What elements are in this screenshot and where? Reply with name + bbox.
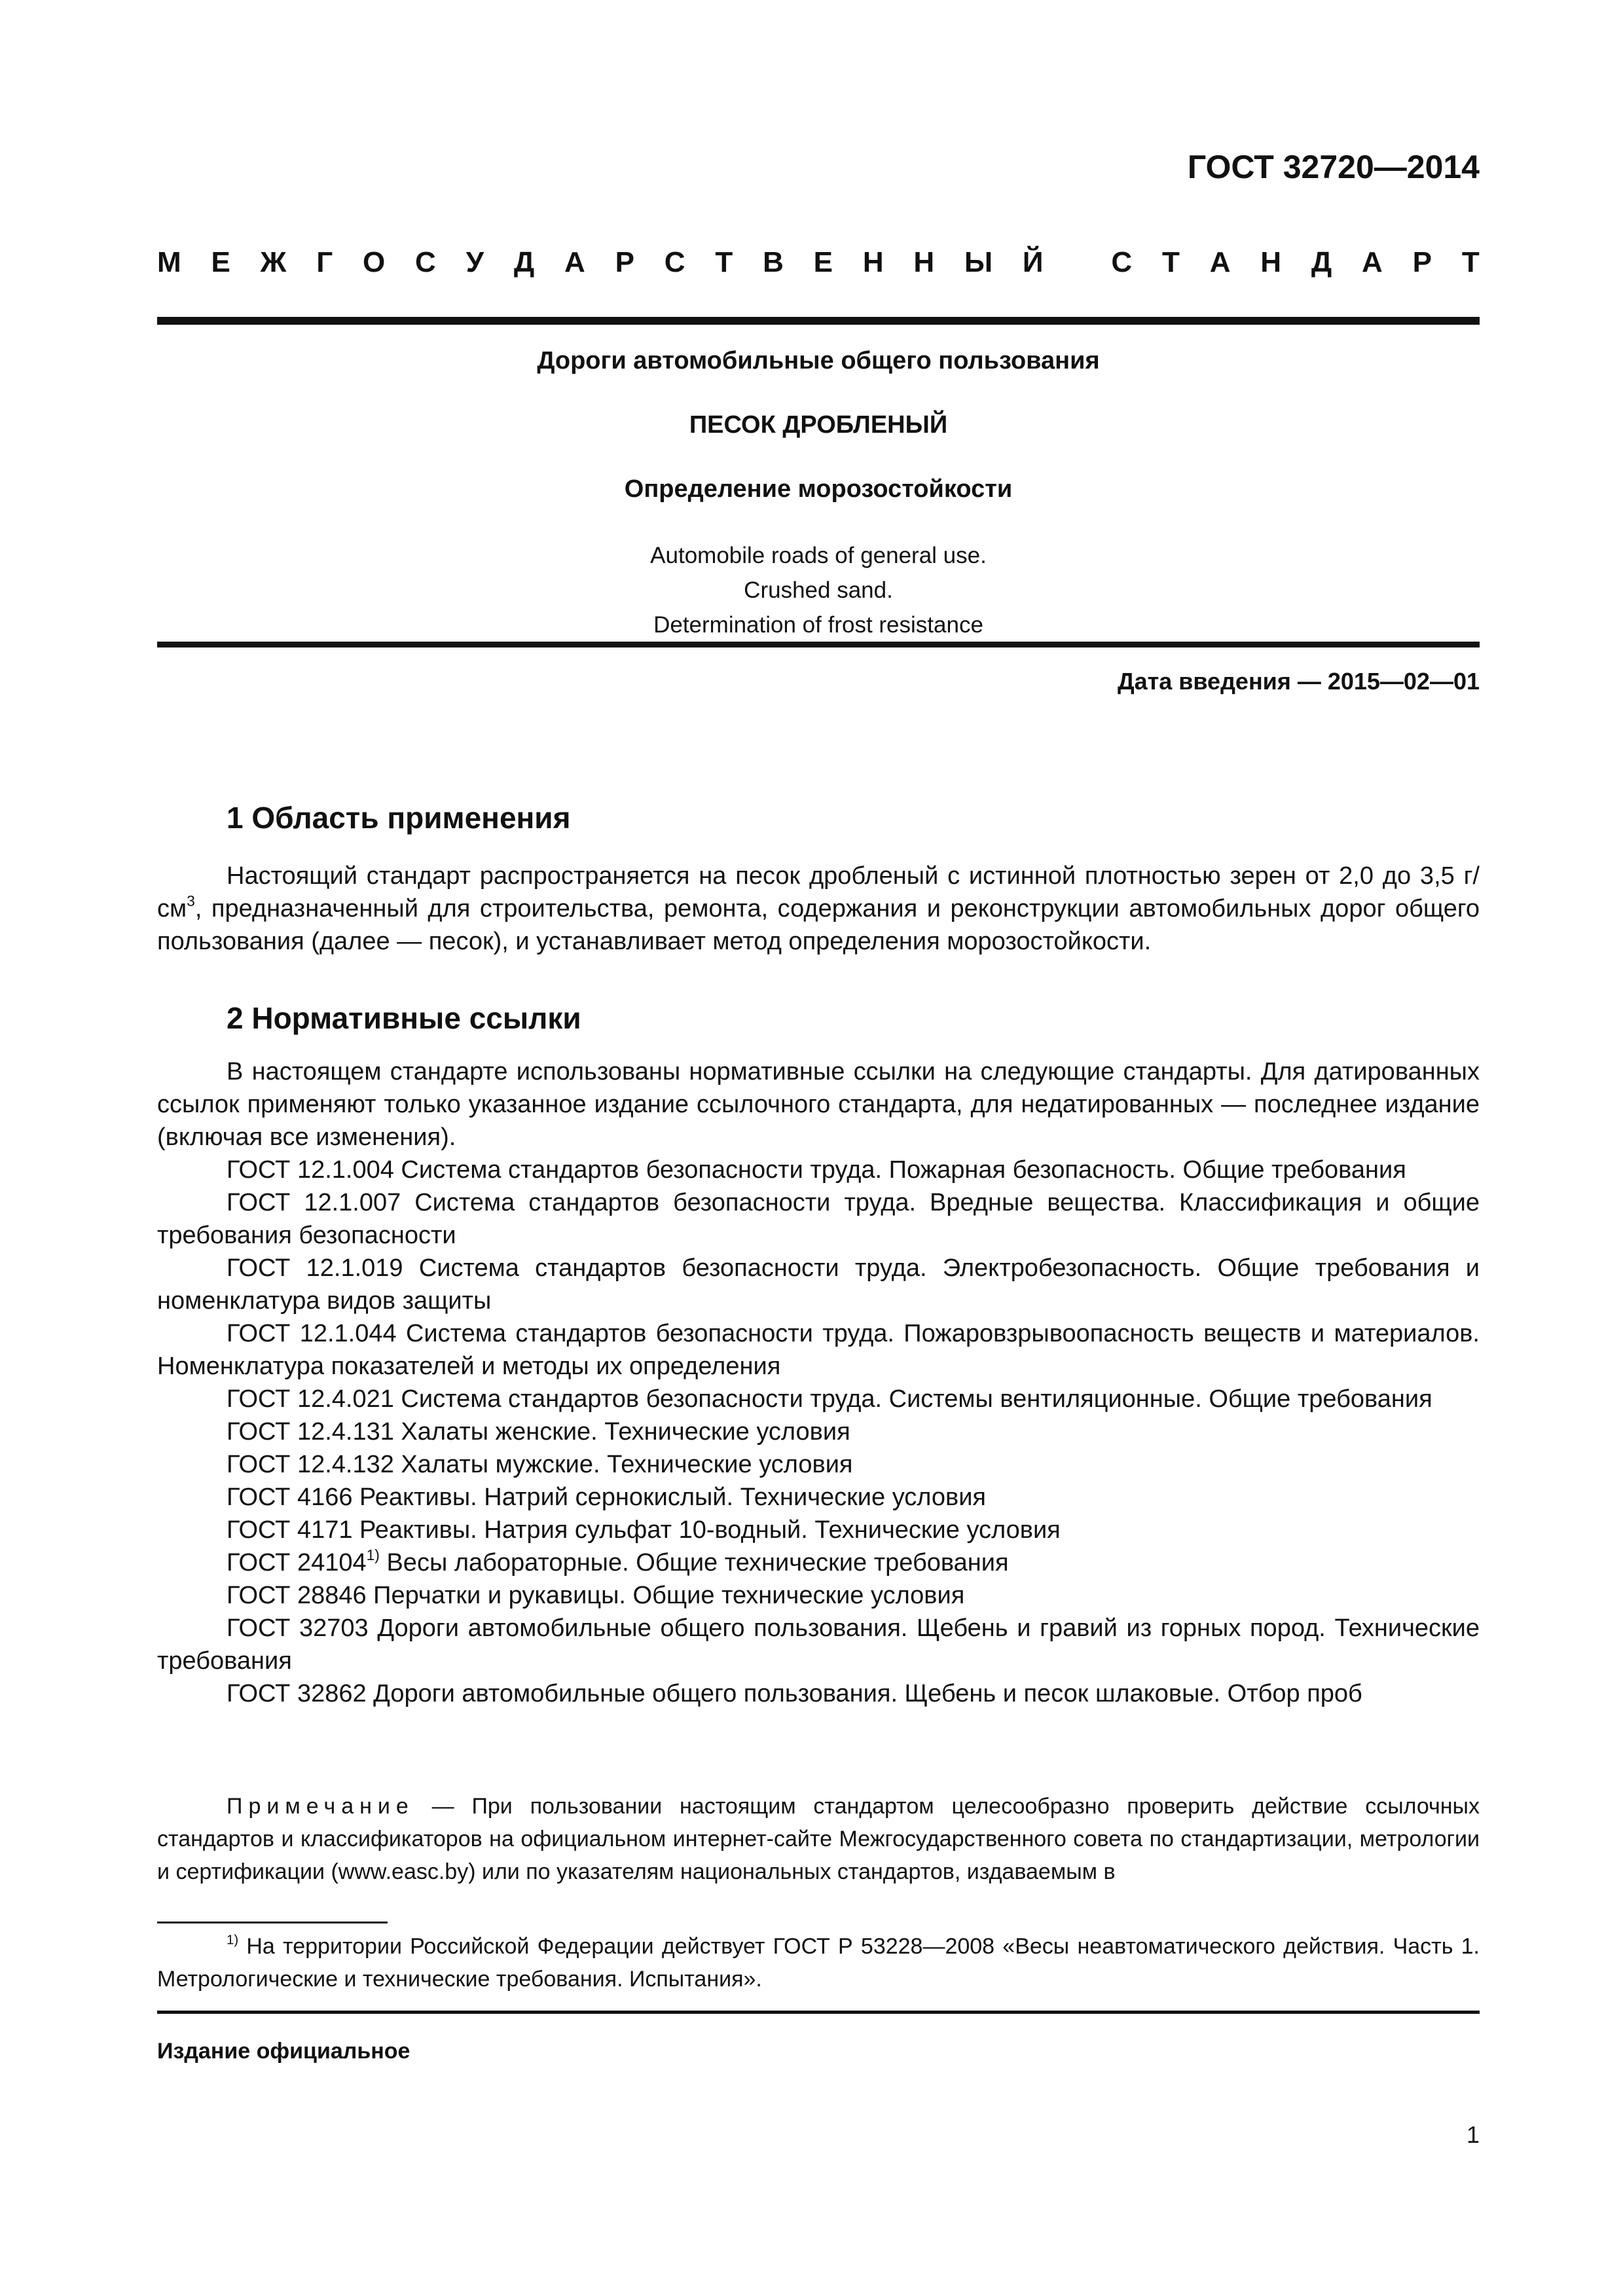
- heading-letter: Е: [211, 246, 230, 278]
- reference-item: ГОСТ 28846 Перчатки и рукавицы. Общие технические условия: [227, 1582, 965, 1609]
- english-title-line: Automobile roads of general use.: [650, 543, 987, 568]
- reference-item: ГОСТ 12.4.131 Халаты женские. Технические условия: [227, 1418, 850, 1446]
- reference-item: ГОСТ 12.1.044 Система стандартов безопасности труда. Пожаровзрывоопасность веществ и материалов. Номенклатура показателей и методы их определения: [157, 1320, 1480, 1380]
- references-intro: В настоящем стандарте использованы нормативные ссылки на следующие стандарты. Для датированных ссылок применяют только указанное издание ссылочного стандарта, для недатированных — последнее издание (включая все изменения).: [157, 1058, 1480, 1151]
- heading-letter: У: [465, 246, 484, 278]
- heading-letter: А: [564, 246, 585, 278]
- english-title-line: Crushed sand.: [744, 577, 893, 603]
- heading-letter: Ы: [964, 246, 993, 278]
- footer-rule: [157, 2011, 1480, 2014]
- section-2-heading: 2 Нормативные ссылки: [227, 1001, 581, 1035]
- english-title: [157, 538, 1480, 642]
- heading-letter: С: [1111, 246, 1133, 278]
- title-roads: Дороги автомобильные общего пользования: [537, 347, 1100, 374]
- heading-letter: А: [1362, 246, 1383, 278]
- section-1-body: [157, 860, 1480, 958]
- interstate-standard-heading: [157, 246, 1480, 285]
- footnote-mark: 1): [227, 1933, 239, 1948]
- footnote-mark: 1): [366, 1546, 380, 1564]
- reference-item: ГОСТ 32703 Дороги автомобильные общего пользования. Щебень и гравий из горных пород. Технические требования: [157, 1614, 1480, 1675]
- heading-letter: Н: [862, 246, 884, 278]
- heading-letter: А: [1209, 246, 1231, 278]
- heading-letter: Н: [913, 246, 935, 278]
- heading-letter: С: [415, 246, 436, 278]
- heading-letter: Г: [316, 246, 333, 278]
- heading-letter: Р: [1412, 246, 1432, 278]
- footnote: [157, 1930, 1480, 1995]
- heading-letter: Т: [715, 246, 733, 278]
- section-1-heading: 1 Область применения: [227, 801, 571, 835]
- scope-paragraph: Настоящий стандарт распространяется на песок дробленый с истинной плотностью зерен от 2,0 до 3,5 $г/см^3$, предназначенный для строительства, ремонта, содержания и реконструкции автомобильных дорог общего пользования (далее — песок), и устанавливает метод определения морозостойкости.: [157, 862, 1480, 955]
- heading-letter: Д: [1311, 246, 1332, 278]
- heading-letter: Ж: [260, 246, 287, 278]
- heading-letter: Р: [615, 246, 634, 278]
- introduction-date: Дата введения — 2015—02—01: [1117, 668, 1480, 695]
- title-bottom-rule: [157, 642, 1480, 647]
- heading-letter: В: [763, 246, 784, 278]
- heading-letter: Д: [513, 246, 535, 278]
- heading-letter: Т: [1461, 246, 1480, 278]
- heading-letter: Н: [1260, 246, 1282, 278]
- reference-item: ГОСТ 4171 Реактивы. Натрия сульфат 10-водный. Технические условия: [227, 1516, 1061, 1544]
- heading-letter: Й: [1022, 246, 1044, 278]
- heading-letter: Е: [813, 246, 833, 278]
- top-rule: [157, 317, 1480, 325]
- section-2-body: [157, 1055, 1480, 1710]
- reference-item: ГОСТ 24104$^{1)}$ Весы лабораторные. Общие технические требования: [227, 1546, 1009, 1576]
- reference-item: ГОСТ 12.4.021 Система стандартов безопасности труда. Системы вентиляционные. Общие требования: [227, 1385, 1432, 1413]
- gost-number: ГОСТ 32720—2014: [1187, 149, 1480, 185]
- reference-item: ГОСТ 4166 Реактивы. Натрий сернокислый. Технические условия: [227, 1484, 987, 1511]
- edition-label: Издание официальное: [157, 2039, 410, 2064]
- note: [157, 1790, 1480, 1888]
- heading-letter: О: [363, 246, 386, 278]
- footnote-separator: [157, 1922, 388, 1923]
- reference-item: ГОСТ 12.1.007 Система стандартов безопасности труда. Вредные вещества. Классификация и общие требования безопасности: [157, 1189, 1480, 1249]
- reference-item: ГОСТ 32862 Дороги автомобильные общего пользования. Щебень и песок шлаковые. Отбор проб: [227, 1680, 1362, 1707]
- english-title-line: Determination of frost resistance: [653, 612, 983, 638]
- note-paragraph: Примечание — При пользовании настоящим стандартом целесообразно проверить действие ссылочных стандартов и классификаторов на официальном интернет-сайте Межгосударственного совета по стандартизации, метрологии и сертификации (www.easc.by) или по указателям национальных стандартов, издаваемым в: [157, 1794, 1480, 1884]
- heading-letter: С: [664, 246, 685, 278]
- page-number: 1: [1466, 2121, 1480, 2148]
- footnote-paragraph: $^{1)}$ На территории Российской Федерации действует ГОСТ Р 53228—2008 «Весы неавтоматического действия. Часть 1. Метрологические и технические требования. Испытания».: [157, 1933, 1480, 1992]
- title-subject: Определение морозостойкости: [624, 475, 1013, 503]
- heading-letter: Т: [1161, 246, 1180, 278]
- heading-letter: М: [157, 246, 181, 278]
- document-page: [157, 0, 1480, 2296]
- title-main: ПЕСОК ДРОБЛЕНЫЙ: [689, 411, 948, 439]
- reference-item: ГОСТ 12.4.132 Халаты мужские. Технические условия: [227, 1451, 853, 1478]
- reference-item: ГОСТ 12.1.019 Система стандартов безопасности труда. Электробезопасность. Общие требования и номенклатура видов защиты: [157, 1254, 1480, 1315]
- reference-item: ГОСТ 12.1.004 Система стандартов безопасности труда. Пожарная безопасность. Общие требования: [227, 1156, 1406, 1184]
- note-label: Примечание: [227, 1794, 414, 1819]
- heading-gap: [1073, 246, 1081, 285]
